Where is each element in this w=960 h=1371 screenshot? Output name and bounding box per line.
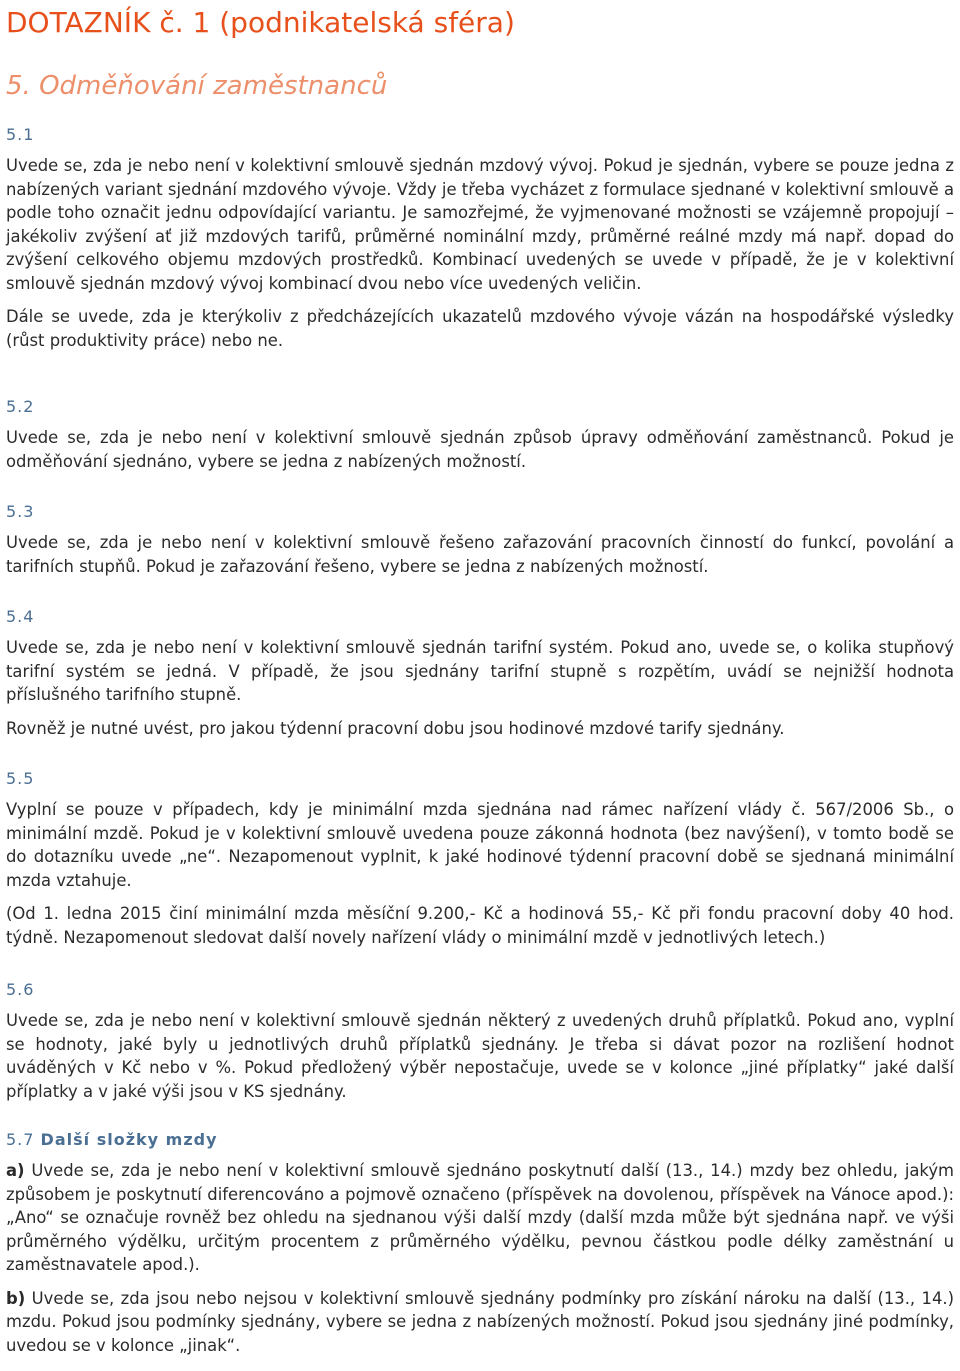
section-number: 5.7 xyxy=(6,1130,35,1149)
section-5-7 xyxy=(6,1129,954,1357)
section-5-4 xyxy=(6,606,954,740)
paragraph: Vyplní se pouze v případech, kdy je minimální mzda sjednána nad rámec nařízení vlády č. 567/2006 Sb., o minimální mzdě. Pokud je v kolektivní smlouvě uvedena pouze zákonná hodnota (bez navýšení), v tomto bodě se do dotazníku uvede „ne“. Nezapomenout vyplnit, k jaké hodinové týdenní pracovní době se sjednaná minimální mzda vztahuje. xyxy=(6,800,954,890)
list-item xyxy=(6,1287,954,1358)
section-number: 5.6 xyxy=(6,980,35,999)
section-number: 5.2 xyxy=(6,397,35,416)
section-5-2 xyxy=(6,396,954,473)
paragraph: Rovněž je nutné uvést, pro jakou týdenní pracovní dobu jsou hodinové mzdové tarify sjednány. xyxy=(6,718,785,738)
section-5-3 xyxy=(6,501,954,578)
section-heading xyxy=(6,1129,954,1151)
section-5-6 xyxy=(6,979,954,1103)
list-item xyxy=(6,1159,954,1277)
section-number: 5.1 xyxy=(6,125,35,144)
item-letter: a) xyxy=(6,1161,25,1180)
section-5-1 xyxy=(6,124,954,352)
paragraph: Uvede se, zda je nebo není v kolektivní smlouvě řešeno zařazování pracovních činností do funkcí, povolání a tarifních stupňů. Pokud je zařazování řešeno, vybere se jedna z nabízených možností. xyxy=(6,533,954,576)
section-number: 5.5 xyxy=(6,769,35,788)
document-body xyxy=(6,124,954,1367)
section-heading-text: Další složky mzdy xyxy=(40,1130,218,1149)
paragraph: Dále se uvede, zda je kterýkoliv z předcházejících ukazatelů mzdového vývoje vázán na hospodářské výsledky (růst produktivity práce) nebo ne. xyxy=(6,307,954,350)
item-letter: b) xyxy=(6,1288,26,1308)
section-5-5 xyxy=(6,768,954,949)
paragraph: Uvede se, zda je nebo není v kolektivní smlouvě sjednán způsob úpravy odměňování zaměstnanců. Pokud je odměňování sjednáno, vybere se jedna z nabízených možností. xyxy=(6,428,954,471)
paragraph: Uvede se, zda je nebo není v kolektivní smlouvě sjednán mzdový vývoj. Pokud je sjednán, vybere se pouze jedna z nabízených variant sjednání mzdového vývoje. Vždy je třeba vycházet z formulace sjednané v kolektivní smlouvě a podle toho označit jednu odpovídající variantu. Je samozřejmé, že vyjmenované možnosti se vzájemně propojují – jakékoliv zvýšení ať již mzdových tarifů, průměrné nominální mzdy, průměrné reálné mzdy má např. dopad do zvýšení celkového objemu mzdových prostředků. Kombinací uvedených se uvede v případě, že je v kolektivní smlouvě sjednán mzdový vývoj kombinací dvou nebo více uvedených veličin. xyxy=(6,156,954,293)
section-number: 5.4 xyxy=(6,607,35,626)
section-number: 5.3 xyxy=(6,502,35,521)
paragraph: Uvede se, zda je nebo není v kolektivní smlouvě sjednán některý z uvedených druhů příplatků. Pokud ano, vyplní se hodnoty, jaké byly u jednotlivých druhů příplatků sjednány. Je třeba si dávat pozor na rozlišení hodnot uváděných v Kč nebo v %. Pokud předložený výběr nepostačuje, uvede se v kolonce „jiné příplatky“ jaké další příplatky a v jaké výši jsou v KS sjednány. xyxy=(6,1011,954,1101)
item-text: Uvede se, zda je nebo není v kolektivní smlouvě sjednáno poskytnutí další (13., 14.) mzdy bez ohledu, jakým způsobem je poskytnutí diferencováno a pojmově označeno (příspěvek na dovolenou, příspěvek na Vánoce apod.): „Ano“ se označuje rovněž bez ohledu na sjednanou výši další mzdy (další mzda může být sjednána např. ve výši průměrného výdělku, určitým procentem z průměrného výdělku, pevnou částkou podle délky zaměstnání u zaměstnavatele apod.). xyxy=(6,1161,954,1274)
paragraph: Uvede se, zda je nebo není v kolektivní smlouvě sjednán tarifní systém. Pokud ano, uvede se, o kolika stupňový tarifní systém se jedná. V případě, že jsou sjednány tarifní stupně s rozpětím, uvádí se nejnižší hodnota příslušného tarifního stupně. xyxy=(6,638,954,704)
paragraph: (Od 1. ledna 2015 činí minimální mzda měsíční 9.200,- Kč a hodinová 55,- Kč při fondu pracovní doby 40 hod. týdně. Nezapomenout sledovat další novely nařízení vlády o minimální mzdě v jednotlivých letech.) xyxy=(6,904,954,947)
document-title: DOTAZNÍK č. 1 (podnikatelská sféra) xyxy=(6,6,515,39)
section-subtitle: 5. Odměňování zaměstnanců xyxy=(6,71,388,101)
item-text: Uvede se, zda jsou nebo nejsou v kolektivní smlouvě sjednány podmínky pro získání nároku na další (13., 14.) mzdu. Pokud jsou podmínky sjednány, vybere se jedna z nabízených možností. Pokud jsou sjednány jiné podmínky, uvedou se v kolonce „jinak“. xyxy=(6,1288,954,1355)
